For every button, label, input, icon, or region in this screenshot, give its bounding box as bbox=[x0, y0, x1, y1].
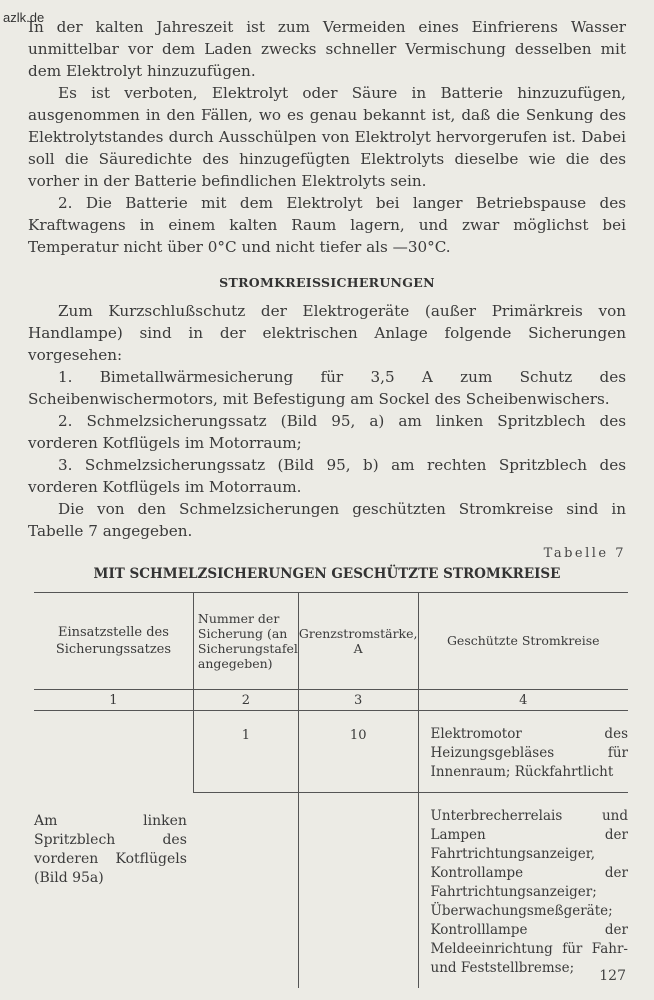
table-caption: Tabelle 7 bbox=[543, 546, 626, 561]
page-number: 127 bbox=[599, 968, 626, 984]
watermark: azlk.de bbox=[3, 10, 45, 25]
column-number: 4 bbox=[418, 690, 628, 711]
section-heading: STROMKREISSICHERUNGEN bbox=[219, 275, 435, 290]
table-row bbox=[34, 711, 628, 793]
paragraph: In der kalten Jahreszeit ist zum Vermeiden eines Einfrierens Wasser unmittelbar vor dem Laden zwecks schneller Vermischung desselben mit dem Elektrolyt hinzuzufügen. bbox=[28, 18, 626, 80]
list-item: 1. Bimetallwärmesicherung für 3,5 A zum Schutz des Scheibenwischermotors, mit Befestigung am Sockel des Scheibenwischers. bbox=[28, 368, 626, 408]
table-header-row bbox=[34, 593, 628, 690]
table-title: MIT SCHMELZSICHERUNGEN GESCHÜTZTE STROMKREISE bbox=[93, 566, 561, 582]
fuse-number-cell bbox=[193, 793, 298, 989]
paragraph: Die von den Schmelzsicherungen geschützten Stromkreise sind in Tabelle 7 angegeben. bbox=[28, 500, 626, 540]
table-header-cell: Einsatzstelle des Sicherungssatzes bbox=[34, 593, 193, 690]
table-header-cell: Nummer der Sicherung (an Sicherungstafel angegeben) bbox=[193, 593, 298, 690]
column-number: 3 bbox=[298, 690, 418, 711]
column-number: 2 bbox=[193, 690, 298, 711]
table-header-cell: Grenzstromstärke, A bbox=[298, 593, 418, 690]
current-cell: 10 bbox=[298, 711, 418, 793]
fuse-table bbox=[34, 592, 628, 988]
circuits-cell: Unterbrecherrelais und Lampen der Fahrtrichtungsanzeiger, Kontrollampe der Fahrtrichtungsanzeiger; Überwachungsmeßgeräte; Kontrolllampe der Meldeeinrichtung für Fahr- und Feststellbremse; bbox=[418, 793, 628, 989]
current-cell bbox=[298, 793, 418, 989]
page-body bbox=[28, 16, 626, 542]
list-item: 3. Schmelzsicherungssatz (Bild 95, b) am rechten Spritzblech des vorderen Kotflügels im Motorraum. bbox=[28, 456, 626, 496]
table-header-cell: Geschützte Stromkreise bbox=[418, 593, 628, 690]
paragraph: Es ist verboten, Elektrolyt oder Säure in Batterie hinzuzufügen, ausgenommen in den Fällen, wo es genau bekannt ist, daß die Senkung des Elektrolytstandes durch Ausschülpen von Elektrolyt hervorgerufen ist. Dabei soll die Säuredichte des hinzugefügten Elektrolyts dieselbe wie die des vorher in der Batterie befindlichen Elektrolyts sein. bbox=[28, 84, 626, 190]
circuits-cell: Elektromotor des Heizungsgebläses für Innenraum; Rückfahrtlicht bbox=[418, 711, 628, 793]
column-number: 1 bbox=[34, 690, 193, 711]
column-number-row bbox=[34, 690, 628, 711]
paragraph: 2. Die Batterie mit dem Elektrolyt bei langer Betriebspause des Kraftwagens in einem kalten Raum lagern, und zwar möglichst bei Temperatur nicht über 0°C und nicht tiefer als —30°C. bbox=[28, 194, 626, 256]
fuse-number-cell: 1 bbox=[193, 711, 298, 793]
paragraph: Zum Kurzschlußschutz der Elektrogeräte (außer Primärkreis von Handlampe) sind in der elektrischen Anlage folgende Sicherungen vorgesehen: bbox=[28, 302, 626, 364]
location-cell: Am linken Spritzblech des vorderen Kotflügels (Bild 95a) bbox=[34, 812, 187, 886]
list-item: 2. Schmelzsicherungssatz (Bild 95, a) am linken Spritzblech des vorderen Kotflügels im Motorraum; bbox=[28, 412, 626, 452]
